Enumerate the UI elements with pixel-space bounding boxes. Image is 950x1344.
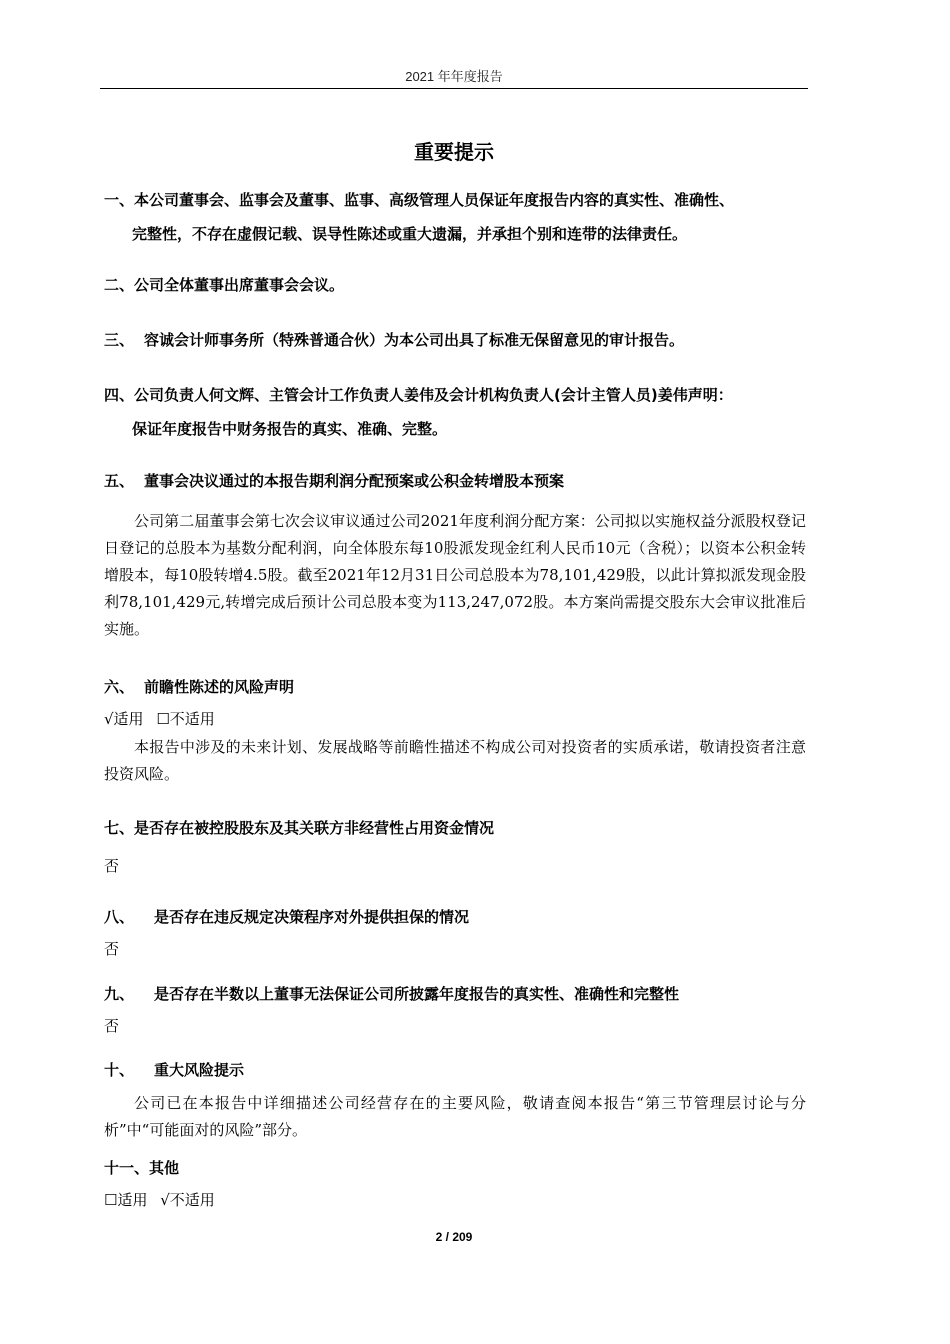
section-5-body: 公司第二届董事会第七次会议审议通过公司2021年度利润分配方案：公司拟以实施权益分派股权登记日登记的总股本为基数分配利润，向全体股东每10股派发现金红利人民币10元（含税）；以资本公积金转增股本，每10股转增4.5股。截至2021年12月31日公司总股本为78,101,429股，以此计算拟派发现金股利78,101,429元,转增完成后预计公司总股本变为113,247,072股。本方案尚需提交股东大会审议批准后实施。 bbox=[104, 512, 806, 638]
section-2-text: 公司全体董事出席董事会会议。 bbox=[134, 276, 345, 294]
section-7-text: 是否存在被控股股东及其关联方非经营性占用资金情况 bbox=[134, 819, 495, 837]
section-9-answer: 否 bbox=[104, 1017, 120, 1035]
page-title: 重要提示 bbox=[414, 140, 494, 164]
section-10-number: 十、 bbox=[104, 1061, 135, 1079]
section-7 bbox=[104, 811, 494, 845]
section-10-text: 重大风险提示 bbox=[154, 1061, 245, 1079]
section-10 bbox=[104, 1053, 244, 1087]
section-10-body: 公司已在本报告中详细描述公司经营存在的主要风险，敬请查阅本报告“第三节管理层讨论与分析”中“可能面对的风险”部分。 bbox=[104, 1094, 806, 1139]
applicable-unchecked: ☐适用 bbox=[104, 1191, 148, 1209]
not-applicable-unchecked: ☐不适用 bbox=[156, 710, 215, 728]
section-9-number: 九、 bbox=[104, 985, 135, 1003]
section-11-options bbox=[104, 1188, 223, 1212]
section-4-line-1: 公司负责人何文辉、主管会计工作负责人姜伟及会计机构负责人(会计主管人员)姜伟声明： bbox=[134, 386, 733, 404]
section-11-text: 其他 bbox=[149, 1159, 180, 1177]
section-7-answer: 否 bbox=[104, 857, 120, 875]
running-header: 2021 年年度报告 bbox=[405, 69, 503, 84]
section-8 bbox=[104, 900, 469, 934]
section-3 bbox=[104, 323, 684, 357]
not-applicable-checked: √不适用 bbox=[160, 1191, 215, 1209]
section-4 bbox=[104, 378, 733, 446]
section-3-text: 容诚会计师事务所（特殊普通合伙）为本公司出具了标准无保留意见的审计报告。 bbox=[144, 331, 685, 349]
header-rule bbox=[100, 88, 808, 89]
section-11-number: 十一、 bbox=[104, 1159, 150, 1177]
section-6-text: 前瞻性陈述的风险声明 bbox=[144, 678, 295, 696]
section-1-number: 一、 bbox=[104, 191, 135, 209]
section-6-body: 本报告中涉及的未来计划、发展战略等前瞻性描述不构成公司对投资者的实质承诺，敬请投资者注意投资风险。 bbox=[104, 738, 806, 783]
section-2 bbox=[104, 268, 344, 302]
section-6-options bbox=[104, 707, 223, 731]
applicable-checked: √适用 bbox=[104, 710, 144, 728]
section-9-text: 是否存在半数以上董事无法保证公司所披露年度报告的真实性、准确性和完整性 bbox=[154, 985, 680, 1003]
section-3-number: 三、 bbox=[104, 331, 135, 349]
section-1-line-1: 本公司董事会、监事会及董事、监事、高级管理人员保证年度报告内容的真实性、准确性、 bbox=[134, 191, 735, 209]
section-5-number: 五、 bbox=[104, 472, 135, 490]
section-11 bbox=[104, 1151, 179, 1185]
section-5-text: 董事会决议通过的本报告期利润分配预案或公积金转增股本预案 bbox=[144, 472, 565, 490]
section-4-number: 四、 bbox=[104, 386, 135, 404]
section-2-number: 二、 bbox=[104, 276, 135, 294]
section-6-number: 六、 bbox=[104, 678, 135, 696]
section-7-number: 七、 bbox=[104, 819, 135, 837]
section-8-number: 八、 bbox=[104, 908, 135, 926]
section-4-line-2: 保证年度报告中财务报告的真实、准确、完整。 bbox=[132, 420, 448, 438]
section-8-text: 是否存在违反规定决策程序对外提供担保的情况 bbox=[154, 908, 470, 926]
section-6 bbox=[104, 670, 294, 704]
page-number: 2 / 209 bbox=[435, 1230, 473, 1244]
section-1 bbox=[104, 183, 734, 251]
section-9 bbox=[104, 977, 679, 1011]
section-8-answer: 否 bbox=[104, 940, 120, 958]
section-1-line-2: 完整性，不存在虚假记载、误导性陈述或重大遗漏，并承担个别和连带的法律责任。 bbox=[132, 225, 688, 243]
section-5 bbox=[104, 464, 564, 498]
